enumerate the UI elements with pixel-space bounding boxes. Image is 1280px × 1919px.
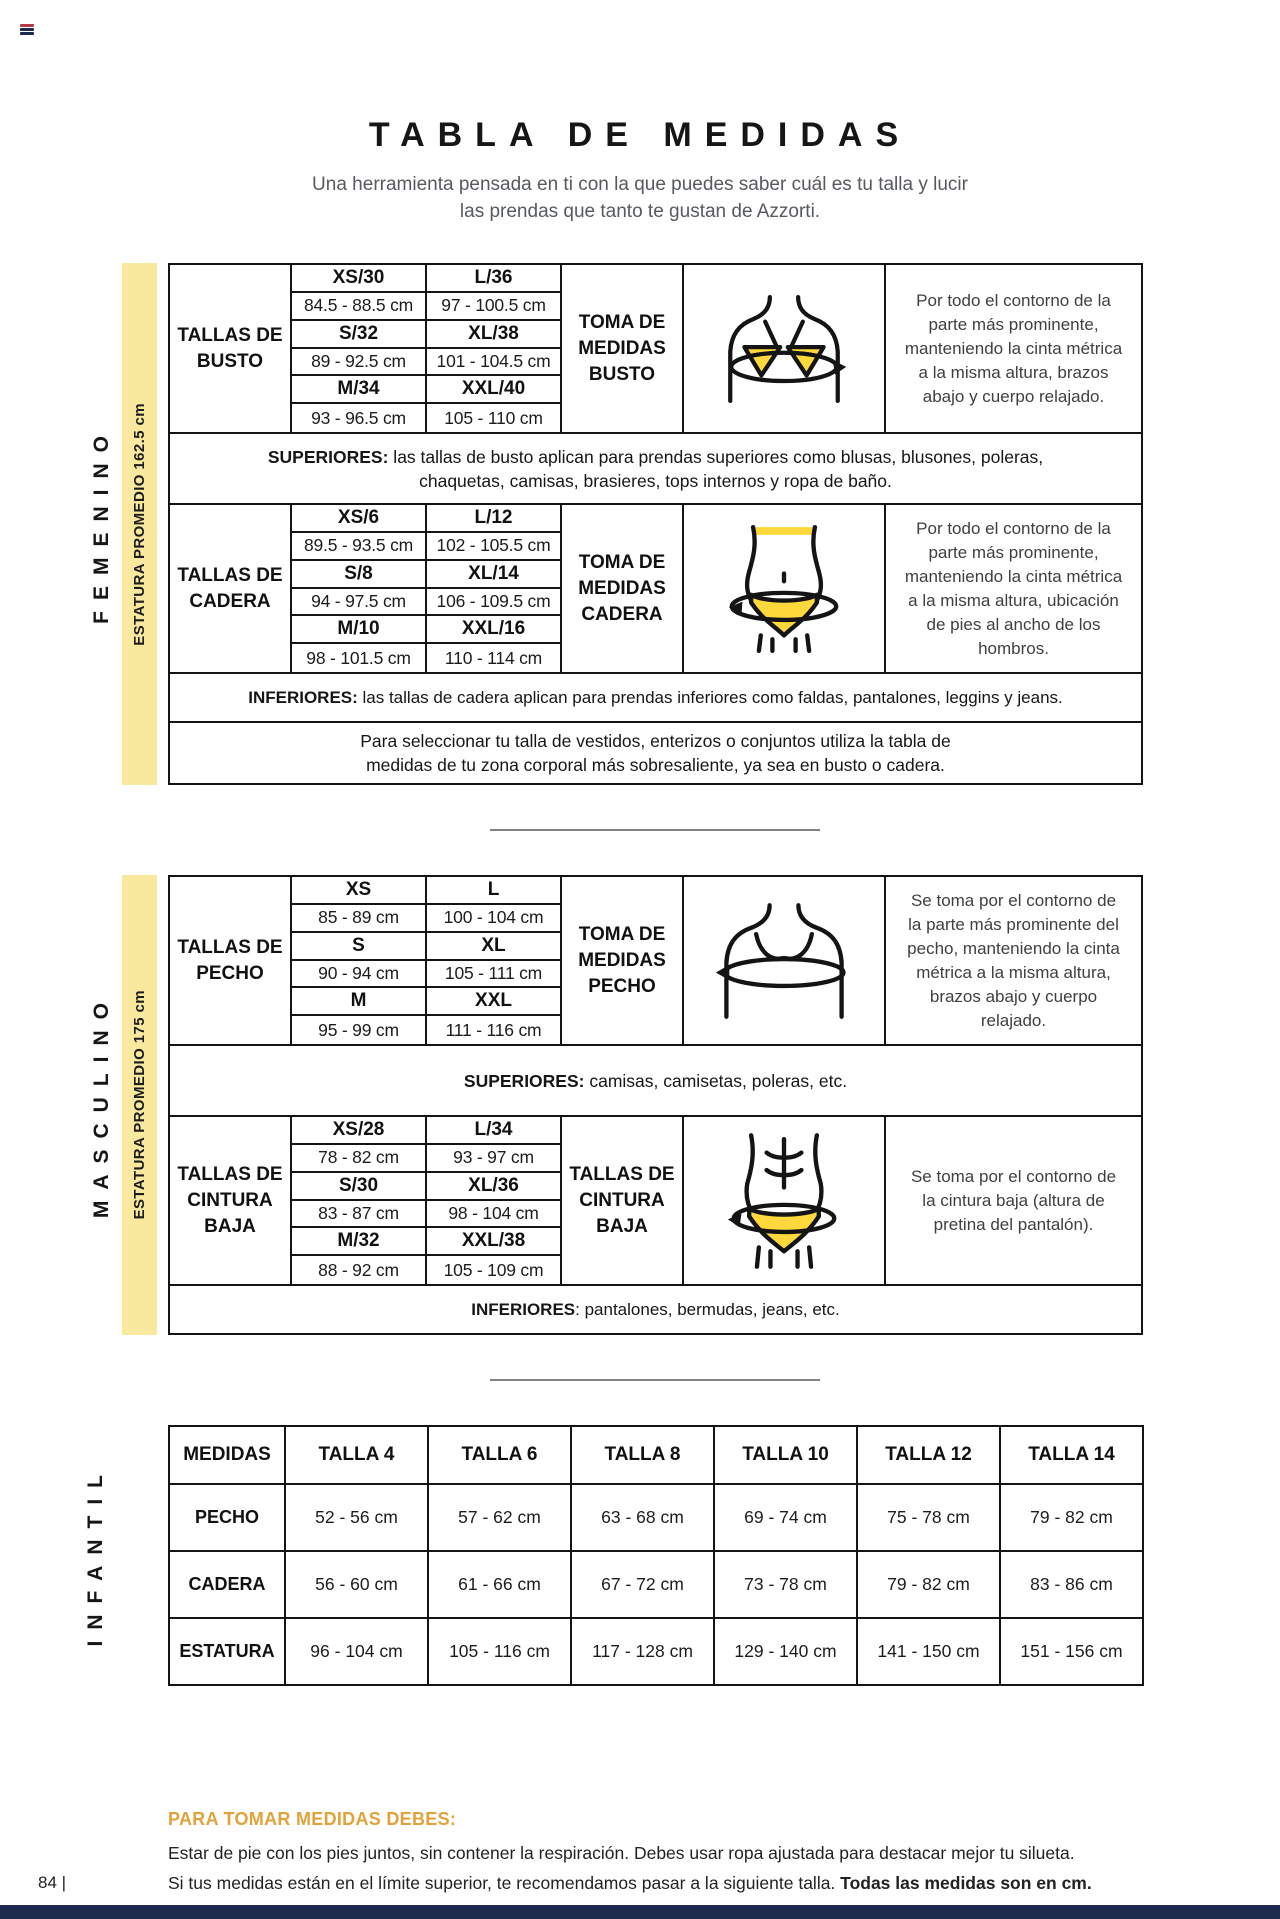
- size-range-cell: 84.5 - 88.5 cm: [292, 293, 427, 321]
- page-subtitle: Una herramienta pensada en ti con la que puedes saber cuál es tu talla y lucir las prendas que tanto te gustan de Azzorti.: [312, 174, 968, 222]
- note-inferiores-femenino: [168, 672, 1143, 723]
- note-inferiores-masculino: [168, 1284, 1143, 1335]
- size-label-cell: XS/28: [292, 1117, 427, 1145]
- size-range-cell: 105 - 110 cm: [427, 404, 562, 432]
- infantil-cell: 117 - 128 cm: [571, 1618, 714, 1685]
- note-text: : pantalones, bermudas, jeans, etc.: [575, 1299, 840, 1319]
- infantil-row-label: CADERA: [169, 1551, 285, 1618]
- cadera-icon-cell: [684, 505, 886, 672]
- size-label-cell: L/34: [427, 1117, 562, 1145]
- size-range-cell: 97 - 100.5 cm: [427, 293, 562, 321]
- size-range-cell: 106 - 109.5 cm: [427, 589, 562, 617]
- size-range-cell: 105 - 111 cm: [427, 961, 562, 989]
- page-title: TABLA DE MEDIDAS: [368, 116, 912, 154]
- masculino-rail: [0, 875, 168, 1335]
- note-superiores-femenino: [168, 432, 1143, 505]
- size-range-cell: 98 - 101.5 cm: [292, 644, 427, 672]
- size-range-cell: 93 - 97 cm: [427, 1145, 562, 1173]
- size-label-cell: L/36: [427, 265, 562, 293]
- size-label-cell: XL/36: [427, 1173, 562, 1201]
- infantil-cell: 57 - 62 cm: [428, 1484, 571, 1551]
- cintura-description: Se toma por el contorno de la cintura baja (altura de pretina del pantalón).: [910, 1166, 1117, 1234]
- size-range-cell: 100 - 104 cm: [427, 905, 562, 933]
- size-label-cell: XS: [292, 877, 427, 905]
- size-label-cell: S/32: [292, 321, 427, 349]
- infantil-row-label: PECHO: [169, 1484, 285, 1551]
- infantil-cell: 63 - 68 cm: [571, 1484, 714, 1551]
- menu-icon-bar: [20, 28, 34, 31]
- bra-icon: [718, 293, 850, 405]
- pecho-icon-cell: [684, 877, 886, 1044]
- menu-icon-bar: [20, 32, 34, 35]
- infantil-cell: 151 - 156 cm: [1000, 1618, 1143, 1685]
- infantil-cell: 67 - 72 cm: [571, 1551, 714, 1618]
- infantil-cell: 105 - 116 cm: [428, 1618, 571, 1685]
- infantil-cell: 79 - 82 cm: [1000, 1484, 1143, 1551]
- section-masculino: [0, 875, 1280, 1335]
- infantil-cell: 129 - 140 cm: [714, 1618, 857, 1685]
- size-label-cell: S: [292, 933, 427, 961]
- size-label-cell: M/10: [292, 616, 427, 644]
- busto-description: Por todo el contorno de la parte más prominente, manteniendo la cinta métrica a la misma altura, brazos abajo y cuerpo relajado.: [904, 290, 1123, 406]
- infantil-col-header: TALLA 12: [857, 1426, 1000, 1484]
- size-range-cell: 111 - 116 cm: [427, 1016, 562, 1044]
- pecho-toma-label: TOMA DE MEDIDAS PECHO: [562, 877, 684, 1044]
- infantil-cell: 96 - 104 cm: [285, 1618, 428, 1685]
- size-range-cell: 89.5 - 93.5 cm: [292, 533, 427, 561]
- size-range-cell: 93 - 96.5 cm: [292, 404, 427, 432]
- table-row: [169, 1551, 1143, 1618]
- male-waist-icon: [726, 1133, 842, 1269]
- section-label-text: FEMENINO: [90, 424, 113, 624]
- cintura-row-label: TALLAS DE CINTURA BAJA: [170, 1117, 292, 1284]
- note-bold: SUPERIORES:: [463, 1070, 585, 1091]
- page-number: 84 |: [38, 1873, 67, 1892]
- cintura-size-grid: [292, 1117, 562, 1284]
- footer-heading: PARA TOMAR MEDIDAS DEBES:: [168, 1809, 457, 1829]
- size-label-cell: XXL/38: [427, 1228, 562, 1256]
- size-range-cell: 83 - 87 cm: [292, 1201, 427, 1229]
- cadera-description: Por todo el contorno de la parte más prominente, manteniendo la cinta métrica a la misma altura, ubicación de pies al ancho de los hombros.: [904, 518, 1123, 658]
- pecho-description: Se toma por el contorno de la parte más prominente del pecho, manteniendo la cinta métrica a la misma altura, brazos abajo y cuerpo relajado.: [907, 890, 1120, 1030]
- infantil-col-header: TALLA 6: [428, 1426, 571, 1484]
- estatura-bar-label: ESTATURA PROMEDIO 175 cm: [131, 990, 148, 1220]
- table-row: [169, 1484, 1143, 1551]
- footer-line-2: [168, 1872, 1220, 1895]
- pecho-size-grid: [292, 877, 562, 1044]
- infantil-col-header: TALLA 14: [1000, 1426, 1143, 1484]
- footer-navy-bar: [0, 1905, 1280, 1919]
- section-label-text: INFANTIL: [84, 1464, 107, 1647]
- note-text: las tallas de busto aplican para prendas superiores como blusas, blusones, poleras, chaquetas, camisas, brasieres, tops internos y ropa de baño.: [388, 446, 1044, 491]
- size-range-cell: 110 - 114 cm: [427, 644, 562, 672]
- size-range-cell: 94 - 97.5 cm: [292, 589, 427, 617]
- section-divider: [490, 1379, 820, 1381]
- section-label-masculino: [90, 992, 114, 1218]
- size-label-cell: S/30: [292, 1173, 427, 1201]
- size-range-cell: 85 - 89 cm: [292, 905, 427, 933]
- size-range-cell: 78 - 82 cm: [292, 1145, 427, 1173]
- size-range-cell: 102 - 105.5 cm: [427, 533, 562, 561]
- section-label-femenino: [90, 425, 114, 624]
- size-label-cell: XXL: [427, 988, 562, 1016]
- size-label-cell: XS/30: [292, 265, 427, 293]
- size-label-cell: XXL/16: [427, 616, 562, 644]
- size-range-cell: 105 - 109 cm: [427, 1256, 562, 1284]
- note-bold: INFERIORES: [471, 1299, 576, 1319]
- size-table-busto: [168, 263, 1143, 434]
- busto-row-label: TALLAS DE BUSTO: [170, 265, 292, 432]
- size-label-cell: M/32: [292, 1228, 427, 1256]
- size-label-cell: XL/14: [427, 561, 562, 589]
- panties-icon: [726, 525, 842, 653]
- note-text: Para seleccionar tu talla de vestidos, enterizos o conjuntos utiliza la tabla de medidas de tu zona corporal más sobresaliente, ya sea en busto o cadera.: [360, 731, 951, 775]
- infantil-cell: 52 - 56 cm: [285, 1484, 428, 1551]
- infantil-header-row: [169, 1426, 1143, 1484]
- table-row: [169, 1618, 1143, 1685]
- infantil-cell: 79 - 82 cm: [857, 1551, 1000, 1618]
- infantil-col-header: TALLA 8: [571, 1426, 714, 1484]
- busto-toma-label: TOMA DE MEDIDAS BUSTO: [562, 265, 684, 432]
- estatura-bar-label: ESTATURA PROMEDIO 162.5 cm: [131, 402, 148, 646]
- size-label-cell: XS/6: [292, 505, 427, 533]
- infantil-row-label: ESTATURA: [169, 1618, 285, 1685]
- size-range-cell: 101 - 104.5 cm: [427, 349, 562, 377]
- infantil-col-header: MEDIDAS: [169, 1426, 285, 1484]
- infantil-col-header: TALLA 10: [714, 1426, 857, 1484]
- size-label-cell: XL/38: [427, 321, 562, 349]
- note-bold: INFERIORES:: [248, 687, 358, 707]
- infantil-cell: 61 - 66 cm: [428, 1551, 571, 1618]
- size-range-cell: 89 - 92.5 cm: [292, 349, 427, 377]
- cadera-size-grid: [292, 505, 562, 672]
- section-femenino: [0, 263, 1280, 785]
- size-range-cell: 95 - 99 cm: [292, 1016, 427, 1044]
- male-chest-icon: [712, 903, 856, 1019]
- section-infantil: [0, 1425, 1280, 1686]
- cintura-icon-cell: [684, 1117, 886, 1284]
- estatura-bar-masculino: [122, 875, 157, 1335]
- cintura-toma-label: TALLAS DE CINTURA BAJA: [562, 1117, 684, 1284]
- size-range-cell: 98 - 104 cm: [427, 1201, 562, 1229]
- busto-size-grid: [292, 265, 562, 432]
- infantil-cell: 83 - 86 cm: [1000, 1551, 1143, 1618]
- size-label-cell: S/8: [292, 561, 427, 589]
- cadera-toma-label: TOMA DE MEDIDAS CADERA: [562, 505, 684, 672]
- size-label-cell: XL: [427, 933, 562, 961]
- footer-line-1: Estar de pie con los pies juntos, sin contener la respiración. Debes usar ropa ajustada para destacar mejor tu silueta.: [168, 1843, 1075, 1863]
- footer-line-2-text: Si tus medidas están en el límite superior, te recomendamos pasar a la siguiente talla.: [168, 1873, 841, 1893]
- infantil-col-header: TALLA 4: [285, 1426, 428, 1484]
- infantil-cell: 141 - 150 cm: [857, 1618, 1000, 1685]
- size-range-cell: 88 - 92 cm: [292, 1256, 427, 1284]
- menu-icon-bar: [20, 24, 34, 27]
- note-superiores-masculino: [168, 1044, 1143, 1117]
- size-table-pecho: [168, 875, 1143, 1046]
- note-text: camisas, camisetas, poleras, etc.: [584, 1070, 848, 1091]
- size-range-cell: 90 - 94 cm: [292, 961, 427, 989]
- size-label-cell: XXL/40: [427, 376, 562, 404]
- size-label-cell: M/34: [292, 376, 427, 404]
- infantil-cell: 75 - 78 cm: [857, 1484, 1000, 1551]
- size-table-cadera: [168, 503, 1143, 674]
- infantil-table: [168, 1425, 1144, 1686]
- footer: [0, 1809, 1280, 1919]
- size-label-cell: M: [292, 988, 427, 1016]
- size-label-cell: L: [427, 877, 562, 905]
- busto-icon-cell: [684, 265, 886, 432]
- note-text: las tallas de cadera aplican para prendas inferiores como faldas, pantalones, leggins y jeans.: [357, 687, 1063, 707]
- note-seleccion-femenino: [168, 721, 1143, 785]
- section-label-text: MASCULINO: [90, 991, 113, 1219]
- note-bold: SUPERIORES:: [267, 446, 389, 467]
- pecho-row-label: TALLAS DE PECHO: [170, 877, 292, 1044]
- femenino-rail: [0, 263, 168, 785]
- cadera-row-label: TALLAS DE CADERA: [170, 505, 292, 672]
- infantil-cell: 73 - 78 cm: [714, 1551, 857, 1618]
- infantil-rail: [0, 1425, 168, 1686]
- menu-icon[interactable]: [20, 24, 34, 35]
- infantil-cell: 56 - 60 cm: [285, 1551, 428, 1618]
- section-divider: [490, 829, 820, 831]
- size-table-cintura: [168, 1115, 1143, 1286]
- infantil-cell: 69 - 74 cm: [714, 1484, 857, 1551]
- footer-line-2-bold: Todas las medidas son en cm.: [840, 1873, 1092, 1893]
- size-label-cell: L/12: [427, 505, 562, 533]
- estatura-bar-femenino: [122, 263, 157, 785]
- section-label-infantil: [84, 1464, 108, 1647]
